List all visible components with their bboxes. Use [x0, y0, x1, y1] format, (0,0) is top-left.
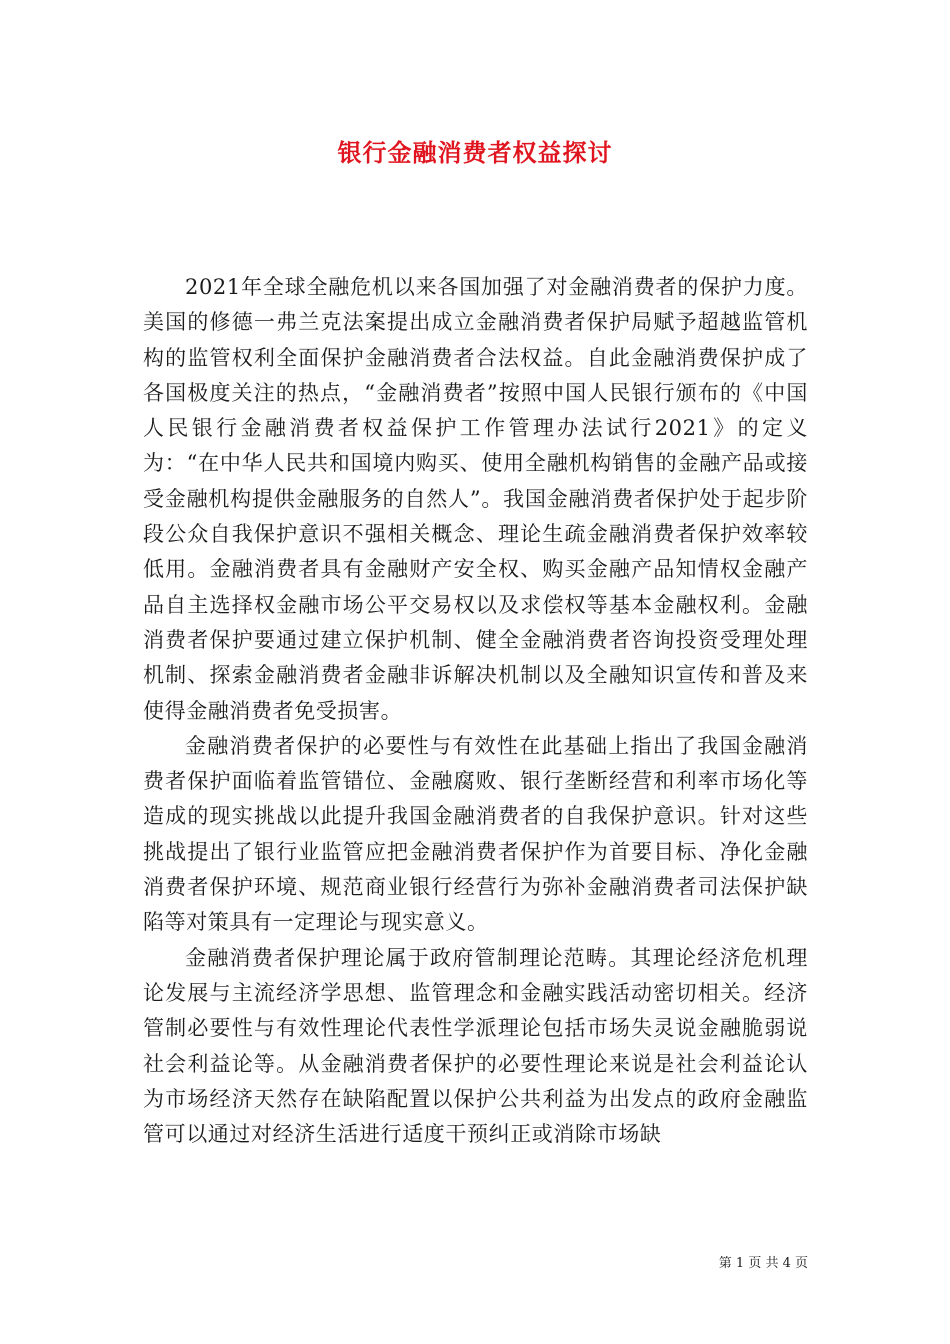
- paragraph-2: 金融消费者保护的必要性与有效性在此基础上指出了我国金融消费者保护面临着监管错位、金融腐败、银行垄断经营和利率市场化等造成的现实挑战以此提升我国金融消费者的自我保护意识。针对这些挑战提出了银行业监管应把金融消费者保护作为首要目标、净化金融消费者保护环境、规范商业银行经营行为弥补金融消费者司法保护缺陷等对策具有一定理论与现实意义。: [143, 733, 808, 935]
- paragraph-3: 金融消费者保护理论属于政府管制理论范畴。其理论经济危机理论发展与主流经济学思想、监管理念和金融实践活动密切相关。经济管制必要性与有效性理论代表性学派理论包括市场失灵说金融脆弱说社会利益论等。从金融消费者保护的必要性理论来说是社会利益论认为市场经济天然存在缺陷配置以保护公共利益为出发点的政府金融监管可以通过对经济生活进行适度干预纠正或消除市场缺: [143, 945, 808, 1147]
- paragraph-1: 2021年全球全融危机以来各国加强了对金融消费者的保护力度。美国的修德一弗兰克法案提出成立金融消费者保护局赋予超越监管机构的监管权利全面保护金融消费者合法权益。自此金融消费保护成了各国极度关注的热点，“金融消费者”按照中国人民银行颁布的《中国人民银行金融消费者权益保护工作管理办法试行2021》的定义为：“在中华人民共和国境内购买、使用全融机构销售的金融产品或接受金融机构提供金融服务的自然人”。我国金融消费者保护处于起步阶段公众自我保护意识不强相关概念、理论生疏金融消费者保护效率较低用。金融消费者具有金融财产安全权、购买金融产品知情权金融产品自主选择权金融市场公平交易权以及求偿权等基本金融权利。金融消费者保护要通过建立保护机制、健全金融消费者咨询投资受理处理机制、探索金融消费者金融非诉解决机制以及全融知识宣传和普及来使得金融消费者免受损害。: [143, 275, 808, 723]
- document-title: 银行金融消费者权益探讨: [337, 138, 613, 167]
- document-body: [143, 270, 808, 1152]
- page-number-footer: 第 1 页 共 4 页: [718, 1256, 808, 1271]
